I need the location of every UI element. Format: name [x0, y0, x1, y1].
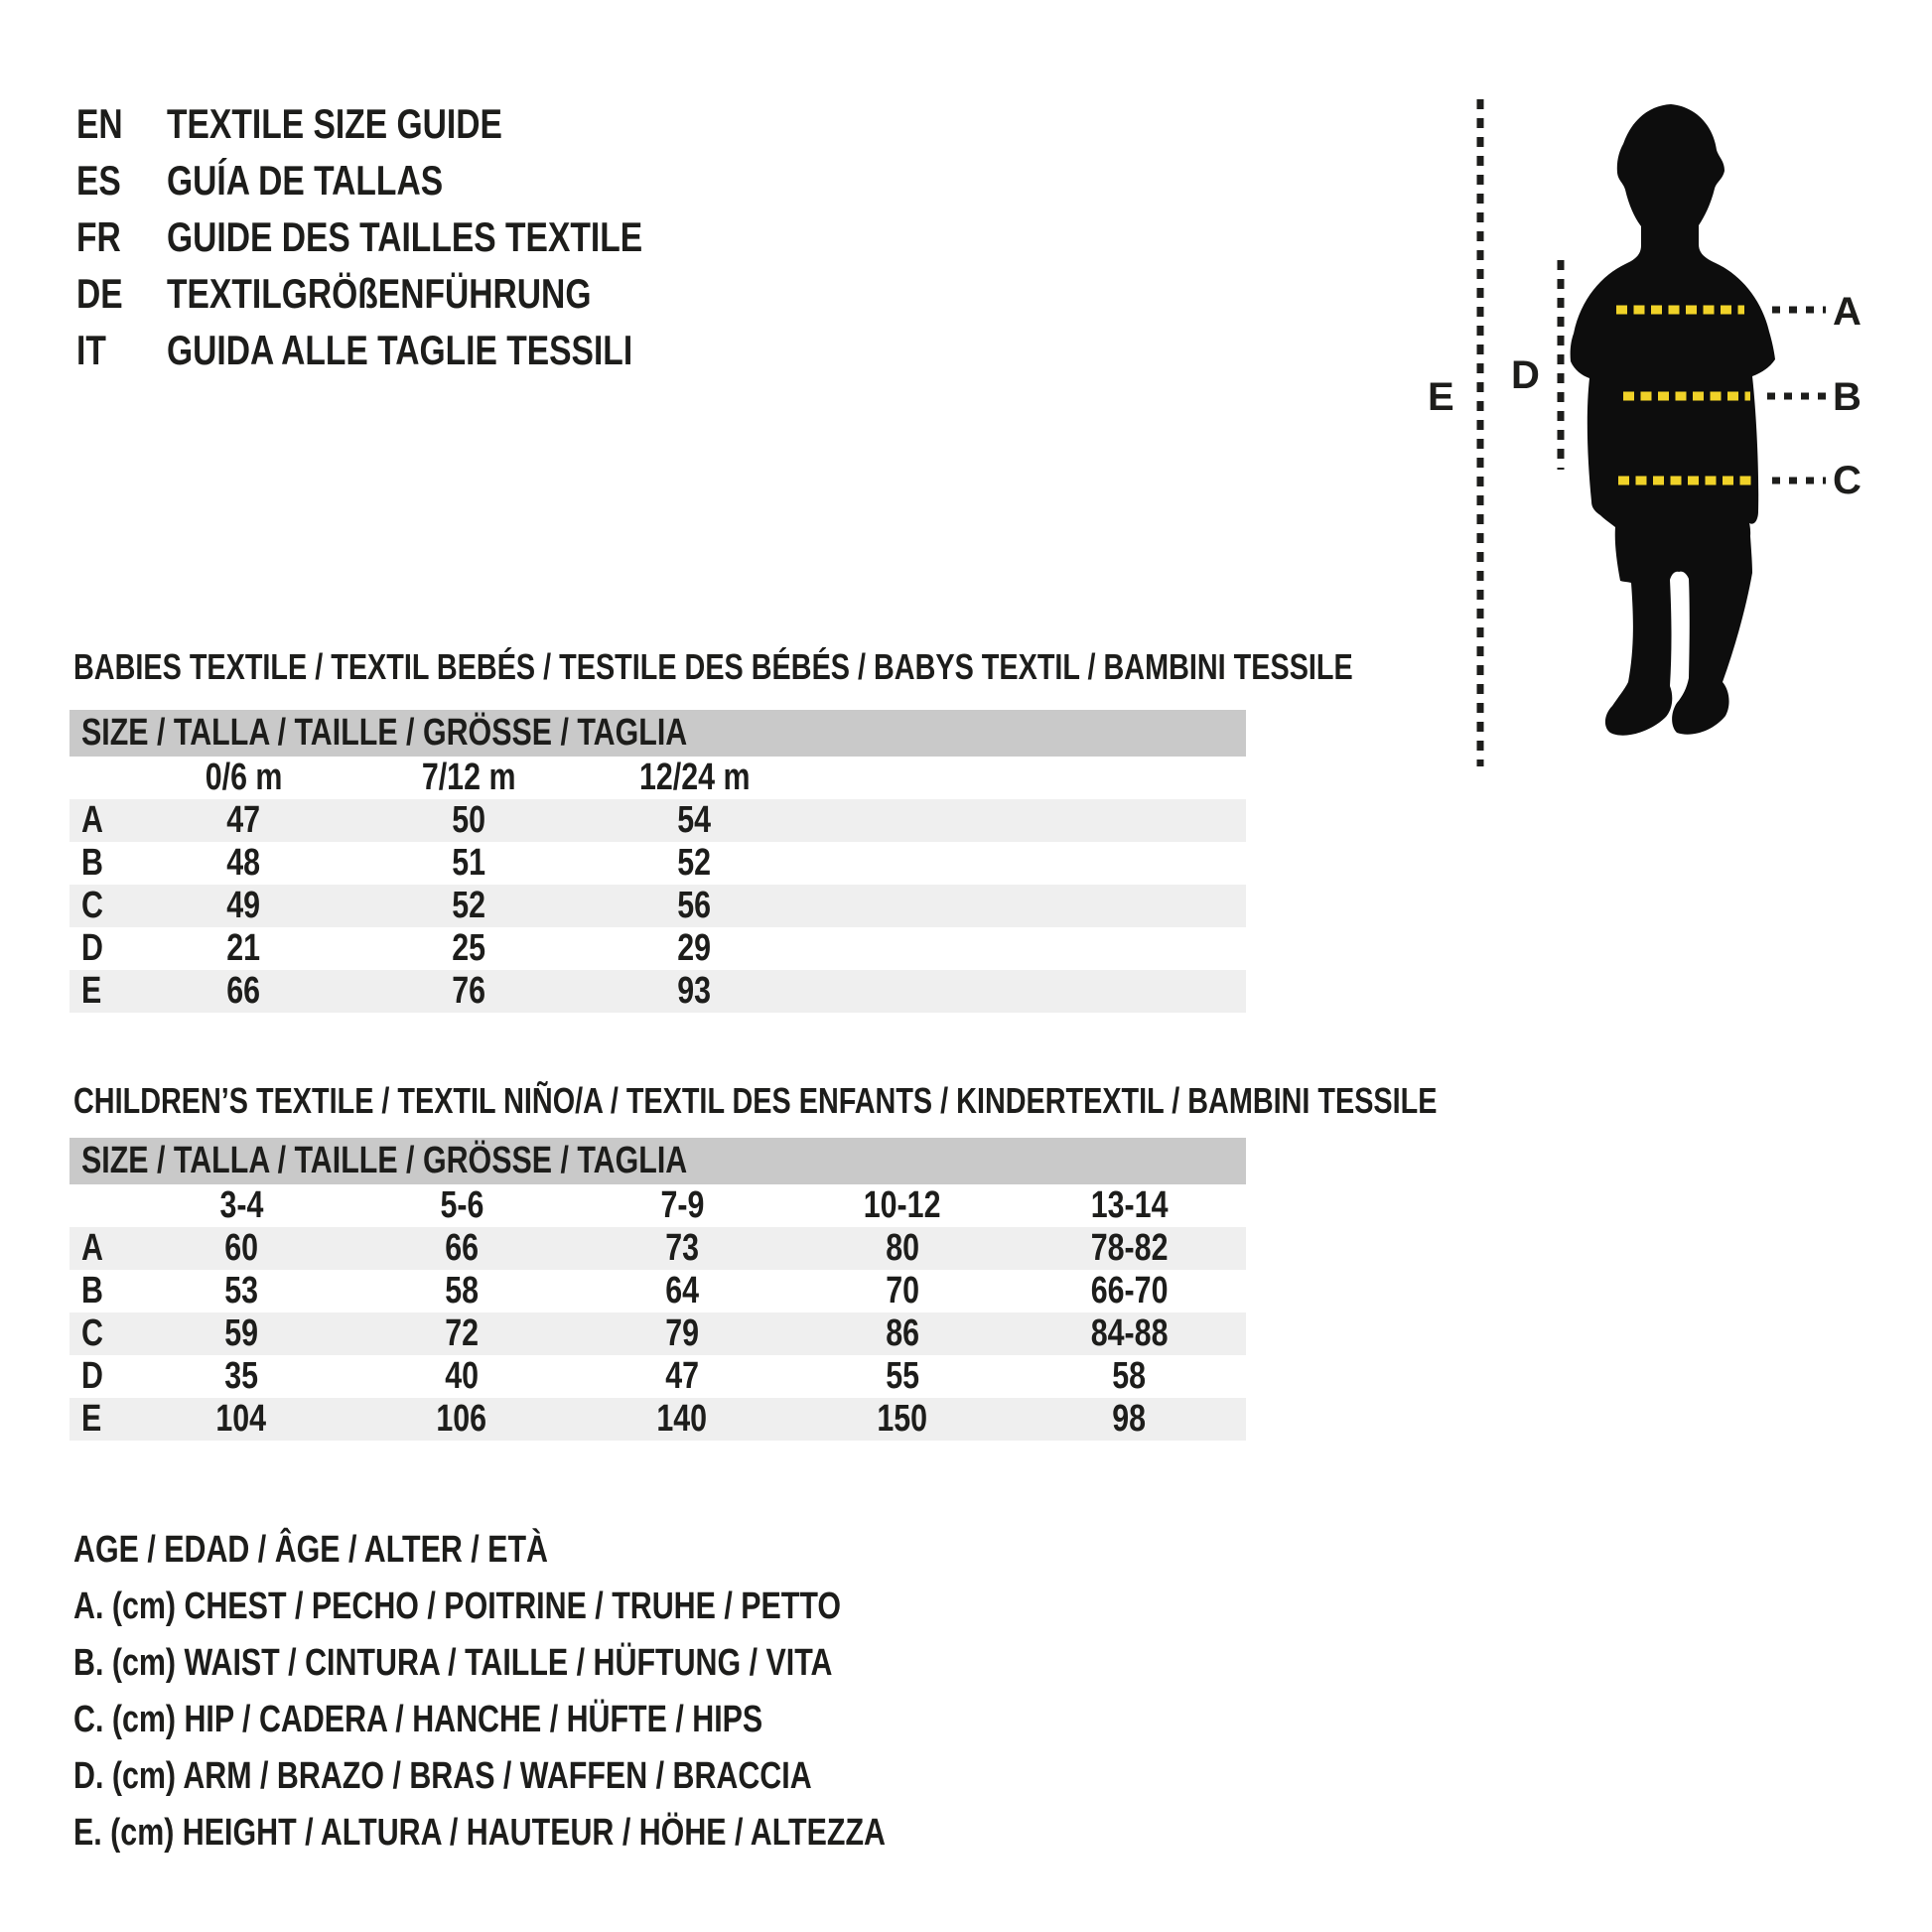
language-title: TEXTILE SIZE GUIDE [167, 99, 502, 147]
row-label: E [81, 1398, 102, 1440]
row-label: D [81, 927, 103, 969]
language-code: DE [76, 269, 123, 317]
size-cell: 73 [665, 1227, 699, 1269]
column-header: 13-14 [1090, 1184, 1169, 1226]
babies-size-table [69, 710, 1246, 1013]
size-cell: 78-82 [1090, 1227, 1169, 1269]
size-cell: 60 [224, 1227, 258, 1269]
legend-line-chest: A. (cm) CHEST / PECHO / POITRINE / TRUHE / PETTO [73, 1586, 842, 1627]
legend-line-height: E. (cm) HEIGHT / ALTURA / HAUTEUR / HÖHE / ALTEZZA [73, 1812, 886, 1854]
table-row [69, 1312, 1246, 1355]
size-cell: 104 [215, 1398, 267, 1440]
size-cell: 55 [886, 1355, 919, 1397]
table-row [69, 1227, 1246, 1270]
size-cell: 106 [436, 1398, 487, 1440]
table-row [69, 1270, 1246, 1312]
size-cell: 29 [677, 927, 712, 969]
column-header: 0/6 m [205, 757, 283, 798]
row-label: C [81, 1312, 103, 1354]
legend-line-age: AGE / EDAD / ÂGE / ALTER / ETÀ [73, 1529, 548, 1571]
language-row [76, 208, 761, 265]
row-label: A [81, 1227, 103, 1269]
language-row [76, 95, 586, 152]
size-cell: 76 [452, 970, 486, 1012]
size-cell: 50 [452, 799, 486, 841]
size-cell: 79 [665, 1312, 699, 1354]
table-row [69, 799, 1246, 842]
children-section-title: CHILDREN’S TEXTILE / TEXTIL NIÑO/A / TEXTIL DES ENFANTS / KINDERTEXTIL / BAMBINI TESSILE [73, 1079, 1438, 1121]
language-code: ES [76, 156, 121, 204]
column-header: 10-12 [864, 1184, 941, 1226]
size-cell: 86 [886, 1312, 919, 1354]
measure-label-c: C [1833, 459, 1862, 502]
size-cell: 48 [226, 842, 261, 884]
children-size-table [69, 1138, 1246, 1441]
language-title: GUIDA ALLE TAGLIE TESSILI [167, 326, 633, 373]
row-label: E [81, 970, 102, 1012]
size-cell: 84-88 [1090, 1312, 1169, 1354]
table-row [69, 842, 1246, 885]
size-header-bar: SIZE / TALLA / TAILLE / GRÖSSE / TAGLIA [69, 710, 1246, 757]
legend-line-hip: C. (cm) HIP / CADERA / HANCHE / HÜFTE / HIPS [73, 1699, 763, 1740]
column-header: 5-6 [440, 1184, 483, 1226]
language-title: GUÍA DE TALLAS [167, 156, 444, 204]
size-cell: 47 [665, 1355, 699, 1397]
size-cell: 49 [226, 885, 261, 926]
row-label: B [81, 842, 103, 884]
table-row [69, 1398, 1246, 1441]
size-header-bar: SIZE / TALLA / TAILLE / GRÖSSE / TAGLIA [69, 1138, 1246, 1184]
size-cell: 98 [1112, 1398, 1147, 1440]
size-cell: 70 [886, 1270, 919, 1311]
size-cell: 80 [886, 1227, 919, 1269]
size-cell: 59 [224, 1312, 258, 1354]
row-label: D [81, 1355, 103, 1397]
size-cell: 64 [665, 1270, 699, 1311]
column-header: 7/12 m [422, 757, 516, 798]
size-cell: 52 [677, 842, 712, 884]
language-row [76, 322, 749, 378]
size-cell: 52 [452, 885, 486, 926]
size-cell: 51 [452, 842, 486, 884]
column-header-row [69, 1184, 1246, 1227]
measure-label-b: B [1833, 375, 1862, 419]
size-cell: 66 [226, 970, 261, 1012]
row-label: B [81, 1270, 103, 1311]
table-row [69, 1355, 1246, 1398]
table-row [69, 970, 1246, 1013]
row-label: A [81, 799, 103, 841]
size-cell: 150 [877, 1398, 928, 1440]
size-cell: 47 [226, 799, 261, 841]
measure-label-a: A [1833, 290, 1862, 334]
table-row [69, 927, 1246, 970]
size-cell: 56 [677, 885, 712, 926]
child-silhouette [1571, 104, 1775, 736]
measure-label-e: E [1428, 375, 1454, 419]
row-label: C [81, 885, 103, 926]
size-cell: 58 [1112, 1355, 1147, 1397]
size-cell: 93 [677, 970, 712, 1012]
size-cell: 58 [445, 1270, 479, 1311]
size-cell: 72 [445, 1312, 479, 1354]
size-cell: 35 [224, 1355, 258, 1397]
column-header: 7-9 [660, 1184, 704, 1226]
language-code: EN [76, 99, 123, 147]
size-cell: 66-70 [1090, 1270, 1169, 1311]
size-cell: 40 [445, 1355, 479, 1397]
column-header: 12/24 m [638, 757, 751, 798]
language-row [76, 265, 697, 322]
language-title: GUIDE DES TAILLES TEXTILE [167, 212, 643, 260]
column-header-row [69, 757, 1246, 799]
language-code: FR [76, 212, 121, 260]
size-cell: 140 [656, 1398, 708, 1440]
size-cell: 66 [445, 1227, 479, 1269]
legend-line-waist: B. (cm) WAIST / CINTURA / TAILLE / HÜFTUNG / VITA [73, 1642, 833, 1684]
babies-section-title: BABIES TEXTILE / TEXTIL BEBÉS / TESTILE DES BÉBÉS / BABYS TEXTIL / BAMBINI TESSILE [73, 645, 1353, 687]
language-title: TEXTILGRÖßENFÜHRUNG [167, 269, 592, 317]
language-row [76, 152, 512, 208]
size-cell: 54 [677, 799, 712, 841]
size-cell: 53 [224, 1270, 258, 1311]
language-code: IT [76, 326, 106, 373]
size-cell: 21 [226, 927, 261, 969]
measure-label-d: D [1511, 353, 1540, 397]
legend-line-arm: D. (cm) ARM / BRAZO / BRAS / WAFFEN / BRACCIA [73, 1755, 812, 1797]
size-cell: 25 [452, 927, 486, 969]
column-header: 3-4 [219, 1184, 263, 1226]
table-row [69, 885, 1246, 927]
